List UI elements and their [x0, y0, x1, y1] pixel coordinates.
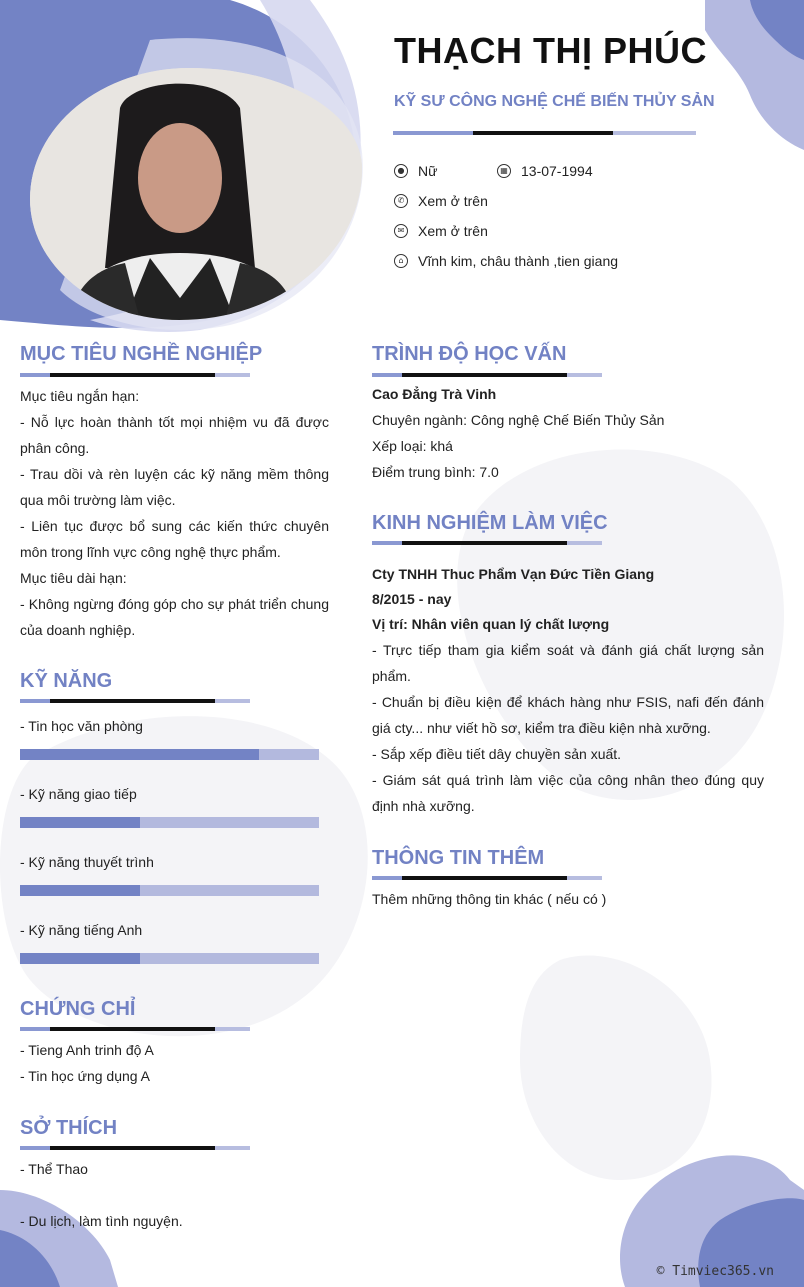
user-icon: ●: [394, 164, 408, 178]
watermark: © Timviec365.vn: [656, 1264, 774, 1279]
email-icon: ✉: [394, 224, 408, 238]
objective-line: - Trau dồi và rèn luyện các kỹ năng mềm thông qua môi trường làm việc.: [20, 466, 329, 508]
hobby-item: - Thể Thao: [20, 1161, 88, 1177]
experience-divider: [372, 541, 602, 545]
certificates-list: [20, 1037, 329, 1089]
skill-label: - Kỹ năng giao tiếp: [20, 786, 137, 802]
objective-line: Mục tiêu dài hạn:: [20, 570, 127, 586]
objective-line: Mục tiêu ngắn hạn:: [20, 388, 140, 404]
home-icon: ⌂: [394, 254, 408, 268]
hobbies-divider: [20, 1146, 250, 1150]
certificates-title: CHỨNG CHỈ: [20, 998, 136, 1020]
school-name: Cao Đẳng Trà Vinh: [372, 386, 497, 402]
skill-label: - Kỹ năng thuyết trình: [20, 854, 154, 870]
work-position: Vị trí: Nhân viên quan lý chất lượng: [372, 616, 610, 632]
education-rank: Xếp loại: khá: [372, 438, 453, 454]
extra-text: Thêm những thông tin khác ( nếu có ): [372, 891, 607, 907]
skill-bar: [20, 817, 319, 828]
candidate-name: THẠCH THỊ PHÚC: [394, 30, 707, 71]
objective-divider: [20, 373, 250, 377]
objective-line: - Liên tục được bổ sung các kiến thức chuyên môn trong lĩnh vực công nghệ thực phẩm.: [20, 518, 329, 560]
education-title: TRÌNH ĐỘ HỌC VẤN: [372, 343, 567, 365]
education-gpa: Điểm trung bình: 7.0: [372, 464, 499, 480]
header-divider: [393, 131, 696, 135]
education-details: [372, 381, 764, 485]
experience-title: KINH NGHIỆM LÀM VIỆC: [372, 512, 608, 534]
list-item: - Tieng Anh trinh độ A: [20, 1042, 154, 1058]
education-major: Chuyên ngành: Công nghệ Chế Biến Thủy Sản: [372, 412, 665, 428]
objective-text: [20, 383, 329, 643]
skill-bar-fill: [20, 953, 140, 964]
job-title: KỸ SƯ CÔNG NGHỆ CHẾ BIẾN THỦY SẢN: [394, 93, 715, 110]
phone-icon: ✆: [394, 194, 408, 208]
contact-dob: [497, 163, 593, 179]
skills-title: KỸ NĂNG: [20, 670, 113, 692]
education-divider: [372, 373, 602, 377]
contact-email: [394, 223, 488, 239]
objective-title: MỤC TIÊU NGHỀ NGHIỆP: [20, 343, 263, 365]
experience-duties: [372, 637, 764, 819]
objective-line: - Không ngừng đóng góp cho sự phát triển chung của doanh nghiệp.: [20, 596, 329, 638]
extra-divider: [372, 876, 602, 880]
certificates-divider: [20, 1027, 250, 1031]
skill-label: - Kỹ năng tiếng Anh: [20, 922, 143, 938]
company-name: Cty TNHH Thuc Phẩm Vạn Đức Tiền Giang: [372, 566, 655, 582]
skill-bar: [20, 749, 319, 760]
contact-gender: [394, 163, 437, 179]
contact-address: [394, 253, 618, 269]
objective-line: - Nỗ lực hoàn thành tốt mọi nhiệm vu đã được phân công.: [20, 414, 329, 456]
skill-bar-fill: [20, 817, 140, 828]
dob-value: 13-07-1994: [521, 163, 593, 179]
duty-item: - Trực tiếp tham gia kiểm soát và đánh giá chất lượng sản phẩm.: [372, 642, 764, 684]
experience-header: [372, 562, 764, 637]
duty-item: - Chuẩn bị điều kiện để khách hàng như FSIS, nafi đến đánh giá cty... như viết hồ sơ, kiểm tra điều kiện nhà xưỡng.: [372, 694, 764, 736]
gender-value: Nữ: [418, 163, 438, 179]
address-value: Vĩnh kim, châu thành ,tien giang: [418, 253, 619, 269]
skill-bar-fill: [20, 749, 259, 760]
hobby-item: - Du lịch, làm tình nguyện.: [20, 1213, 183, 1229]
extra-title: THÔNG TIN THÊM: [372, 847, 545, 869]
skill-label: - Tin học văn phòng: [20, 718, 143, 734]
list-item: - Tin học ứng dụng A: [20, 1068, 151, 1084]
duty-item: - Sắp xếp điều tiết dây chuyền sản xuất.: [372, 746, 622, 762]
skill-bar: [20, 885, 319, 896]
skill-bar-fill: [20, 885, 140, 896]
phone-value: Xem ở trên: [418, 193, 488, 209]
email-value: Xem ở trên: [418, 223, 488, 239]
contact-phone: [394, 193, 488, 209]
hobbies-title: SỞ THÍCH: [20, 1117, 118, 1139]
calendar-icon: ▦: [497, 164, 511, 178]
work-period: 8/2015 - nay: [372, 591, 452, 607]
skill-bar: [20, 953, 319, 964]
duty-item: - Giám sát quá trình làm việc của công nhân theo đúng quy định nhà xưỡng.: [372, 772, 764, 814]
skills-divider: [20, 699, 250, 703]
